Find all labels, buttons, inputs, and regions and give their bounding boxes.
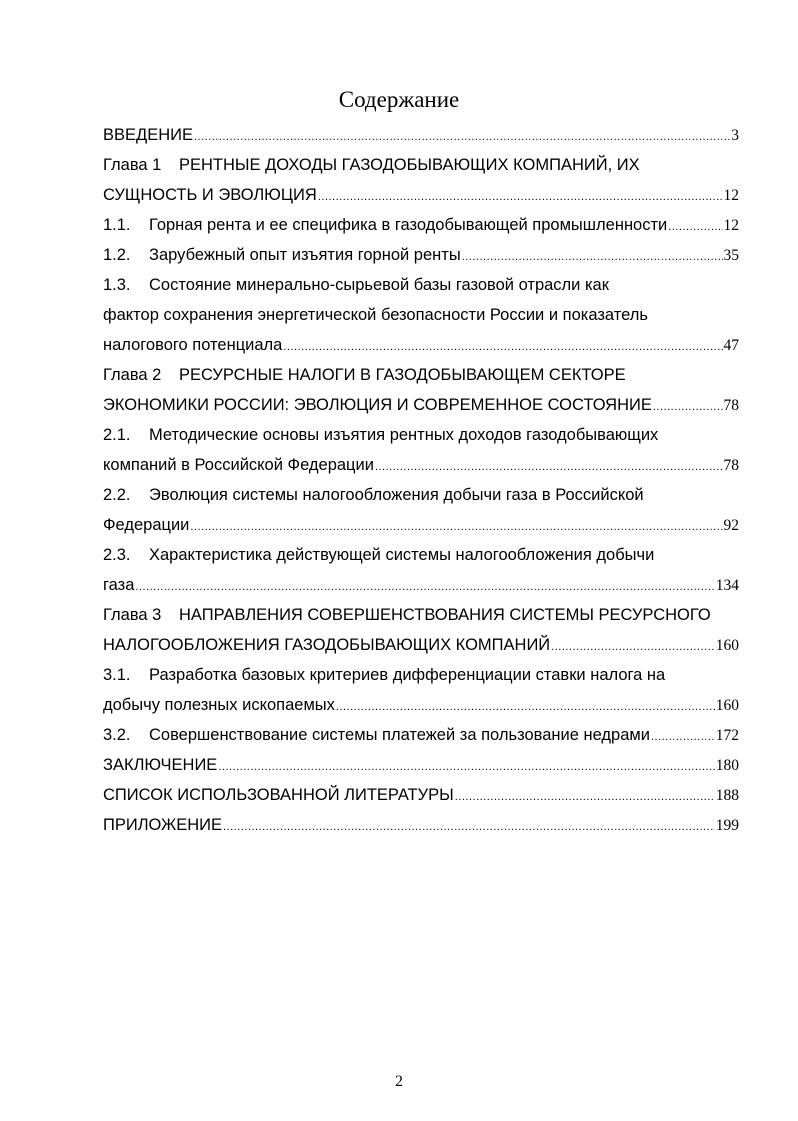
toc-entry xyxy=(103,810,739,840)
toc-entry-text: НАЛОГООБЛОЖЕНИЯ ГАЗОДОБЫВАЮЩИХ КОМПАНИЙ xyxy=(103,636,551,654)
toc-entry-line xyxy=(103,480,739,510)
toc-entry-page: 12 xyxy=(723,217,739,234)
toc-entry-text: НАПРАВЛЕНИЯ СОВЕРШЕНСТВОВАНИЯ СИСТЕМЫ РЕСУРСНОГО xyxy=(179,606,711,624)
toc-entry xyxy=(103,420,739,480)
toc-entry-number: 1.1. xyxy=(103,216,131,234)
dot-leader xyxy=(194,122,730,152)
toc-entry-text: Зарубежный опыт изъятия горной ренты xyxy=(149,246,461,264)
toc-entry-text: добычу полезных ископаемых xyxy=(103,696,335,714)
toc-entry-line xyxy=(103,780,739,810)
toc-entry-line xyxy=(103,630,739,660)
toc-entry xyxy=(103,150,739,210)
toc-entry-line xyxy=(103,210,739,240)
toc-entry-page: 188 xyxy=(715,787,739,804)
toc-entry-line xyxy=(103,810,739,840)
dot-leader xyxy=(551,632,715,662)
toc-entry-text: СПИСОК ИСПОЛЬЗОВАННОЙ ЛИТЕРАТУРЫ xyxy=(103,786,454,804)
toc-entry-page: 172 xyxy=(715,727,739,744)
toc-entry-line xyxy=(103,270,739,300)
toc-entry-page: 199 xyxy=(715,817,739,834)
toc-entry xyxy=(103,240,739,270)
toc-entry-line xyxy=(103,420,739,450)
dot-leader xyxy=(218,752,714,782)
toc-entry-number: 3.2. xyxy=(103,726,131,744)
dot-leader xyxy=(668,212,722,242)
toc-entry-line xyxy=(103,300,739,330)
toc-entry-line xyxy=(103,240,739,270)
toc-entry-line xyxy=(103,660,739,690)
toc-entry xyxy=(103,540,739,600)
toc-entry-line xyxy=(103,720,739,750)
dot-leader xyxy=(223,812,715,842)
toc-entry-line xyxy=(103,570,739,600)
toc-entry-line xyxy=(103,150,739,180)
toc-entry-text: фактор сохранения энергетической безопасности России и показатель xyxy=(103,306,648,324)
toc-entry xyxy=(103,720,739,750)
dot-leader xyxy=(375,452,723,482)
toc-entry-text: Методические основы изъятия рентных доходов газодобывающих xyxy=(149,426,659,444)
toc-entry-text: РЕНТНЫЕ ДОХОДЫ ГАЗОДОБЫВАЮЩИХ КОМПАНИЙ, ИХ xyxy=(179,156,640,174)
toc-entry-text: СУЩНОСТЬ И ЭВОЛЮЦИЯ xyxy=(103,186,317,204)
dot-leader xyxy=(135,572,714,602)
toc-entry-number: Глава 2 xyxy=(103,366,162,384)
toc-entry xyxy=(103,120,739,150)
toc-entry-page: 180 xyxy=(715,757,739,774)
toc-entry-number: 1.3. xyxy=(103,276,131,294)
toc-entry-text: РЕСУРСНЫЕ НАЛОГИ В ГАЗОДОБЫВАЮЩЕМ СЕКТОРЕ xyxy=(179,366,626,384)
toc-entry-line xyxy=(103,390,739,420)
toc-entry xyxy=(103,270,739,360)
page-number: 2 xyxy=(395,1073,403,1090)
toc-entry-line xyxy=(103,450,739,480)
toc-entry-line xyxy=(103,750,739,780)
toc-entry-line xyxy=(103,180,739,210)
toc-entry-text: Федерации xyxy=(103,516,190,534)
toc-entry-number: 2.1. xyxy=(103,426,131,444)
toc-entry-number: 2.3. xyxy=(103,546,131,564)
dot-leader xyxy=(653,392,723,422)
toc-entry-line xyxy=(103,510,739,540)
toc-entry-text: Разработка базовых критериев дифференциации ставки налога на xyxy=(149,666,666,684)
toc-entry-text: газа xyxy=(103,576,135,594)
toc-entry-line xyxy=(103,690,739,720)
toc-entry-page: 12 xyxy=(723,187,739,204)
dot-leader xyxy=(336,692,715,722)
toc-entry-line xyxy=(103,120,739,150)
toc-entry-text: Состояние минерально-сырьевой базы газовой отрасли как xyxy=(149,276,609,294)
toc-entry-text: компаний в Российской Федерации xyxy=(103,456,374,474)
toc-entry-page: 35 xyxy=(723,247,739,264)
dot-leader xyxy=(455,782,715,812)
toc-entry-number: 3.1. xyxy=(103,666,131,684)
dot-leader xyxy=(190,512,722,542)
toc-entry-text: ВВЕДЕНИЕ xyxy=(103,126,193,144)
toc-entry-number: Глава 3 xyxy=(103,606,162,624)
toc-entry-page: 134 xyxy=(715,577,739,594)
toc-entry-line xyxy=(103,600,739,630)
toc-entry-text: Горная рента и ее специфика в газодобывающей промышленности xyxy=(149,216,668,234)
toc-entry-page: 92 xyxy=(723,517,739,534)
dot-leader xyxy=(462,242,723,272)
toc-entry-number: 2.2. xyxy=(103,486,131,504)
toc-entry-page: 3 xyxy=(731,127,739,144)
toc-entry-text: Эволюция системы налогообложения добычи газа в Российской xyxy=(149,486,644,504)
toc-entry-page: 78 xyxy=(723,397,739,414)
toc-entry-page: 160 xyxy=(715,637,739,654)
toc-entry xyxy=(103,480,739,540)
toc-entry xyxy=(103,360,739,420)
toc-entry-page: 78 xyxy=(723,457,739,474)
toc-entry-text: ЗАКЛЮЧЕНИЕ xyxy=(103,756,218,774)
toc-entry-text: Характеристика действующей системы налогообложения добычи xyxy=(149,546,655,564)
dot-leader xyxy=(651,722,715,752)
toc-entry-line xyxy=(103,360,739,390)
table-of-contents xyxy=(103,120,739,840)
dot-leader xyxy=(283,332,722,362)
toc-entry-text: налогового потенциала xyxy=(103,336,283,354)
toc-entry-page: 47 xyxy=(723,337,739,354)
toc-entry xyxy=(103,660,739,720)
toc-entry-page: 160 xyxy=(715,697,739,714)
toc-entry xyxy=(103,210,739,240)
toc-entry-line xyxy=(103,330,739,360)
toc-entry xyxy=(103,600,739,660)
toc-entry-line xyxy=(103,540,739,570)
dot-leader xyxy=(318,182,723,212)
toc-entry-number: Глава 1 xyxy=(103,156,162,174)
toc-entry-text: ЭКОНОМИКИ РОССИИ: ЭВОЛЮЦИЯ И СОВРЕМЕННОЕ СОСТОЯНИЕ xyxy=(103,396,652,414)
toc-entry-text: Совершенствование системы платежей за пользование недрами xyxy=(149,726,650,744)
toc-title: Содержание xyxy=(338,87,460,112)
toc-entry xyxy=(103,750,739,780)
toc-entry xyxy=(103,780,739,810)
toc-entry-number: 1.2. xyxy=(103,246,131,264)
toc-entry-text: ПРИЛОЖЕНИЕ xyxy=(103,816,223,834)
